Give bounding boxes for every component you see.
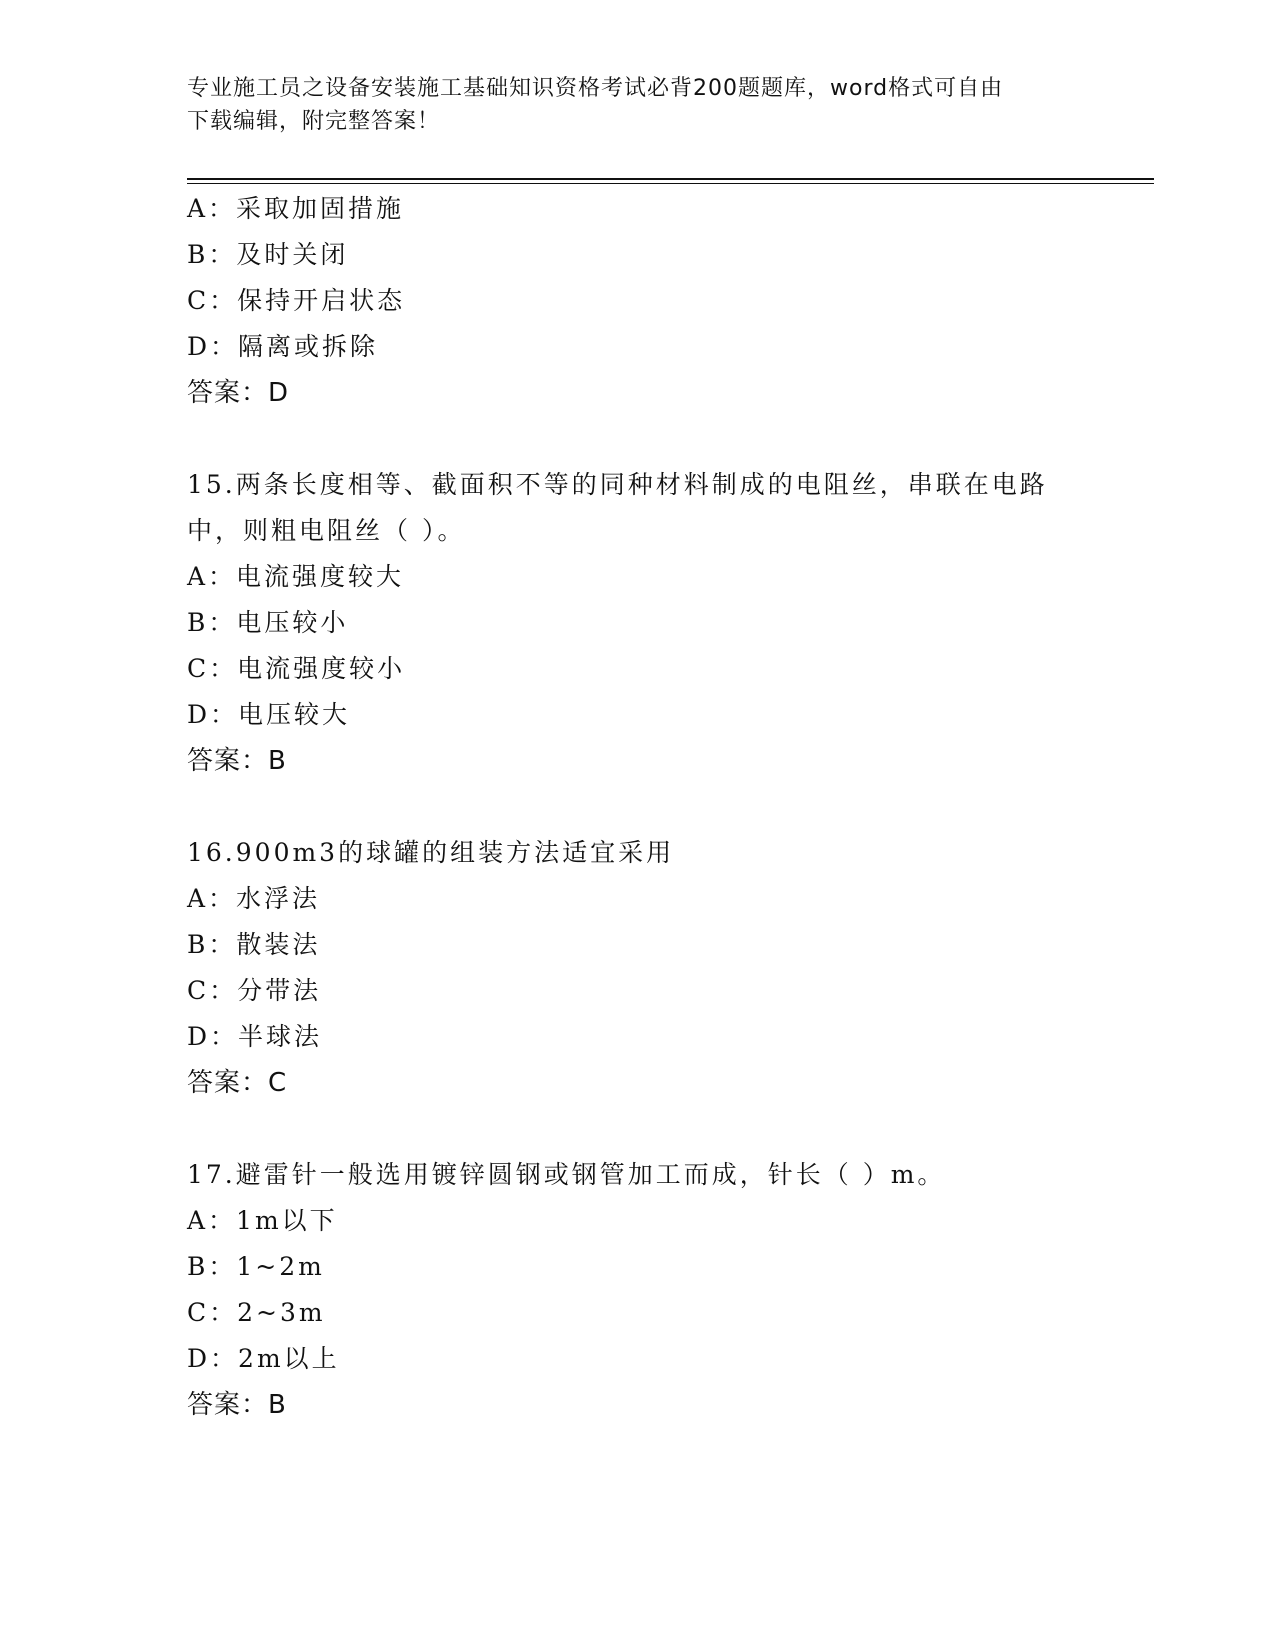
option-b: B：1~2m	[187, 1252, 325, 1281]
option-b: B：电压较小	[187, 608, 349, 637]
option-d: D：2m以上	[187, 1344, 340, 1373]
question-list	[187, 186, 1147, 1428]
option-d: D：半球法	[187, 1022, 323, 1051]
question-block	[187, 830, 1147, 1106]
option-d: D：电压较大	[187, 700, 351, 729]
answer-text: 答案：D	[187, 378, 290, 408]
option-c: C：电流强度较小	[187, 654, 406, 683]
option-c: C：2~3m	[187, 1298, 326, 1327]
document-header	[187, 72, 1087, 138]
option-c: C：分带法	[187, 976, 322, 1005]
option-a: A：水浮法	[187, 884, 321, 913]
question-block	[187, 186, 1147, 416]
option-a: A：1m以下	[187, 1206, 338, 1235]
option-b: B：及时关闭	[187, 240, 349, 269]
answer-text: 答案：B	[187, 746, 287, 776]
question-text	[187, 462, 1087, 554]
spacer	[187, 784, 1147, 830]
spacer	[187, 1106, 1147, 1152]
header-title-line1: 专业施工员之设备安装施工基础知识资格考试必背200题题库，word格式可自由	[187, 76, 1004, 101]
question-text: 17.避雷针一般选用镀锌圆钢或钢管加工而成，针长（ ）m。	[187, 1160, 946, 1189]
answer-text: 答案：B	[187, 1390, 287, 1420]
option-a: A：采取加固措施	[187, 194, 405, 223]
answer-text: 答案：C	[187, 1068, 288, 1098]
question-text-line2: 中，则粗电阻丝（ ）。	[187, 516, 466, 545]
option-c: C：保持开启状态	[187, 286, 406, 315]
option-d: D：隔离或拆除	[187, 332, 379, 361]
header-title-line2: 下载编辑，附完整答案！	[187, 109, 441, 134]
option-a: A：电流强度较大	[187, 562, 405, 591]
question-block	[187, 1152, 1147, 1428]
spacer	[187, 416, 1147, 462]
question-block	[187, 462, 1147, 784]
question-text: 16.900m3的球罐的组装方法适宜采用	[187, 838, 675, 867]
option-b: B：散装法	[187, 930, 321, 959]
header-divider-thin	[187, 183, 1154, 184]
header-divider-thick	[187, 178, 1154, 180]
question-text-line1: 15.两条长度相等、截面积不等的同种材料制成的电阻丝，串联在电路	[187, 470, 1048, 499]
